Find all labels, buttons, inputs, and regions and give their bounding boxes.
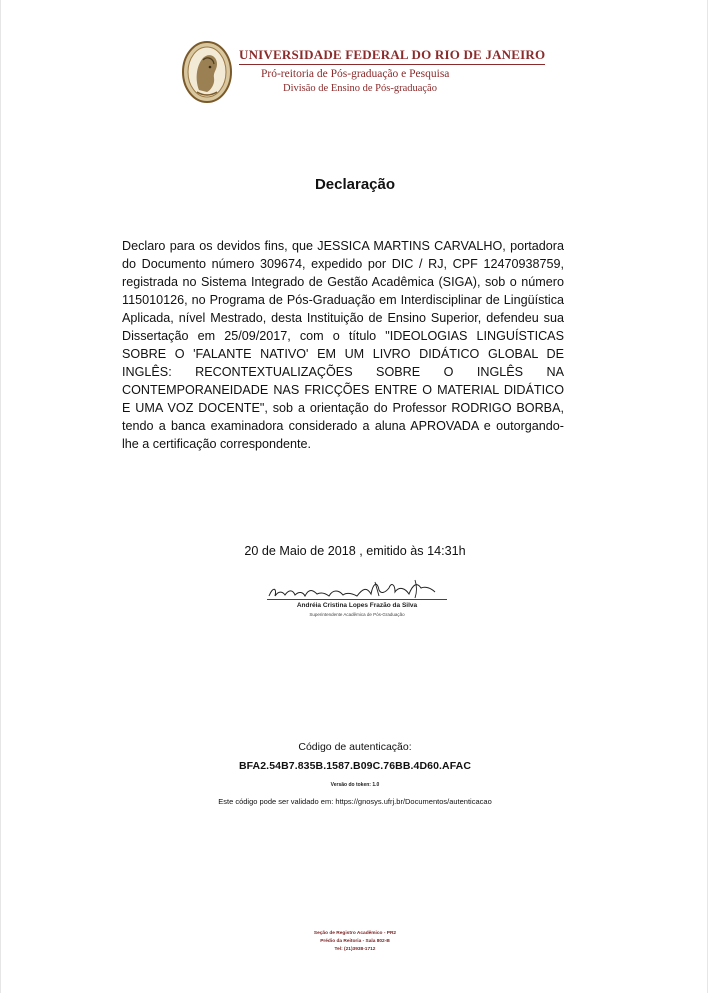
- footer-line-3: Tel: (21)3938-1712: [334, 947, 376, 952]
- token-version: Versão do token: 1.0: [330, 782, 380, 788]
- validation-note-text: Este código pode ser validado em:: [218, 797, 334, 806]
- prorectory-name: Pró-reitoria de Pós-graduação e Pesquisa: [261, 68, 450, 80]
- footer-line-2: Prédio da Reitoria - Sala 802-B: [320, 939, 390, 944]
- signer-role: Superintendente Acadêmica de Pós-Graduação: [309, 612, 405, 617]
- declaration-body: Declaro para os devidos fins, que JESSICA MARTINS CARVALHO, portadora do Documento número 309674, expedido por DIC / RJ, CPF 12470938759, registrada no Sistema Integrado de Gestão Acadêmica (SIGA), sob o número 115010126, no Programa de Pós-Graduação em Interdisciplinar de Lingüística Aplicada, nível Mestrado, desta Instituição de Ensino Superior, defendeu sua Dissertação em 25/09/2017, com o título "IDEOLOGIAS LINGUÍSTICAS SOBRE O 'FALANTE NATIVO' EM UM LIVRO DIDÁTICO GLOBAL DE INGLÊS: RECONTEXTUALIZAÇÕES SOBRE O INGLÊS NA CONTEMPORANEIDADE NAS FRICÇÕES ENTRE O MATERIAL DIDÁTICO E UMA VOZ DOCENTE", sob a orientação do Professor RODRIGO BORBA, tendo a banca examinadora considerado a aluna APROVADA e outorgando-lhe a certificação correspondente.: [122, 239, 564, 451]
- letterhead: [177, 38, 557, 110]
- authentication-label: Código de autenticação:: [298, 741, 412, 753]
- university-name: UNIVERSIDADE FEDERAL DO RIO DE JANEIRO: [239, 47, 545, 65]
- signer-name: Andréia Cristina Lopes Frazão da Silva: [296, 602, 418, 609]
- authentication-code: BFA2.54B7.835B.1587.B09C.76BB.4D60.AFAC: [238, 760, 472, 772]
- validation-link[interactable]: https://gnosys.ufrj.br/Documentos/autenticacao: [335, 797, 492, 806]
- university-seal-icon: [181, 40, 233, 104]
- letterhead-text: [239, 46, 549, 94]
- document-title: Declaração: [314, 176, 396, 193]
- validation-note: [1, 797, 708, 806]
- footer-line-1: Seção de Registro Acadêmico - PR2: [313, 931, 397, 936]
- issue-date: 20 de Maio de 2018 , emitido às 14:31h: [244, 544, 466, 558]
- signature-line: [267, 599, 447, 600]
- footer-address: [1, 930, 708, 954]
- signature-block: [255, 574, 459, 630]
- division-name: Divisão de Ensino de Pós-graduação: [283, 83, 437, 94]
